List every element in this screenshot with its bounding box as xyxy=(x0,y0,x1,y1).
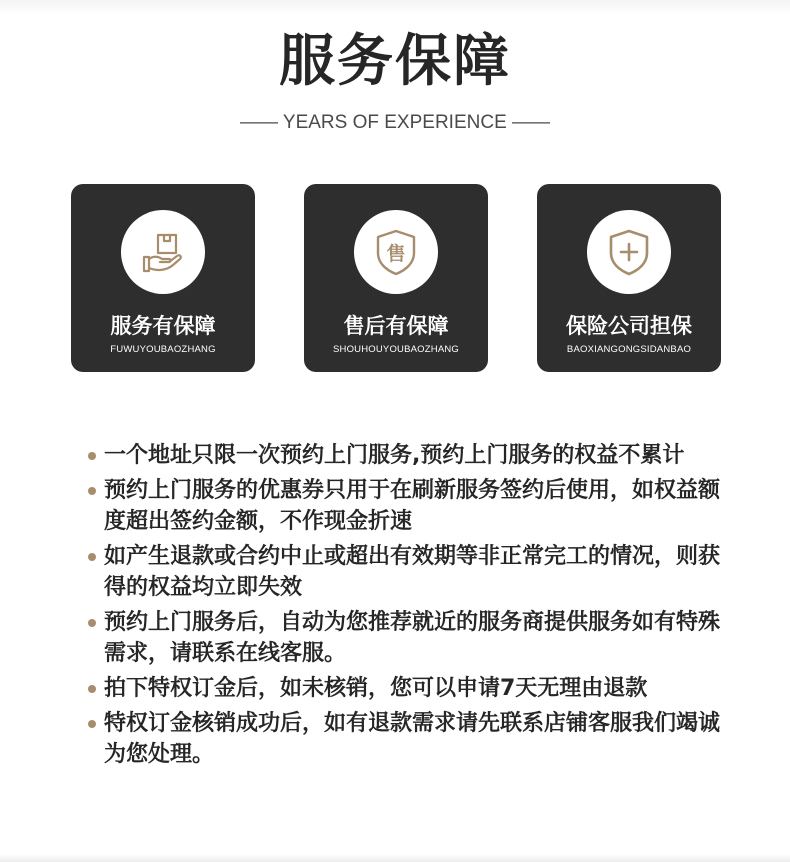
list-item-text: 预约上门服务的优惠券只用于在刷新服务签约后使用，如权益额度超出签约金额，不作现金折速 xyxy=(104,478,721,534)
card-title: 服务有保障 xyxy=(110,314,216,338)
svg-text:售: 售 xyxy=(386,243,406,265)
bullet-dot xyxy=(88,553,96,561)
page-title: 服务保障 xyxy=(279,29,511,94)
card-pinyin: BAOXIANGONGSIDANBAO xyxy=(566,344,692,355)
card-icon-circle xyxy=(354,210,438,294)
bullet-dot xyxy=(88,720,96,728)
list-item xyxy=(84,440,724,471)
bullet-dot xyxy=(88,452,96,460)
list-item-text: 拍下特权订金后，如未核销，您可以申请7天无理由退款 xyxy=(104,676,648,701)
hand-box-icon xyxy=(138,227,188,277)
card-pinyin: SHOUHOUYOUBAOZHANG xyxy=(332,344,460,355)
card-service-guarantee xyxy=(71,184,255,372)
bullet-dot xyxy=(88,619,96,627)
card-icon-circle xyxy=(587,210,671,294)
bullet-dot xyxy=(88,487,96,495)
card-pinyin: FUWUYOUBAOZHANG xyxy=(110,344,216,355)
list-item-text: 预约上门服务后，自动为您推荐就近的服务商提供服务如有特殊需求，请联系在线客服。 xyxy=(104,610,721,666)
card-title: 保险公司担保 xyxy=(566,314,692,338)
card-icon-circle xyxy=(121,210,205,294)
list-item-text: 如产生退款或合约中止或超出有效期等非正常完工的情况，则获得的权益均立即失效 xyxy=(104,544,721,600)
terms-list xyxy=(84,440,724,774)
bottom-fade xyxy=(0,854,790,862)
list-item xyxy=(84,475,724,537)
card-after-sales-guarantee xyxy=(304,184,488,372)
list-item xyxy=(84,541,724,603)
card-title: 售后有保障 xyxy=(343,314,449,338)
top-fade xyxy=(0,0,790,14)
page-subtitle: —— YEARS OF EXPERIENCE —— xyxy=(239,112,551,133)
list-item-text: 一个地址只限一次预约上门服务,预约上门服务的权益不累计 xyxy=(104,443,685,468)
bullet-dot xyxy=(88,685,96,693)
list-item-text: 特权订金核销成功后，如有退款需求请先联系店铺客服我们竭诚为您处理。 xyxy=(104,711,721,767)
card-insurance-guarantee xyxy=(537,184,721,372)
shield-plus-icon xyxy=(604,227,654,277)
list-item xyxy=(84,708,724,770)
list-item xyxy=(84,673,724,704)
shield-shou-icon xyxy=(371,227,421,277)
list-item xyxy=(84,607,724,669)
